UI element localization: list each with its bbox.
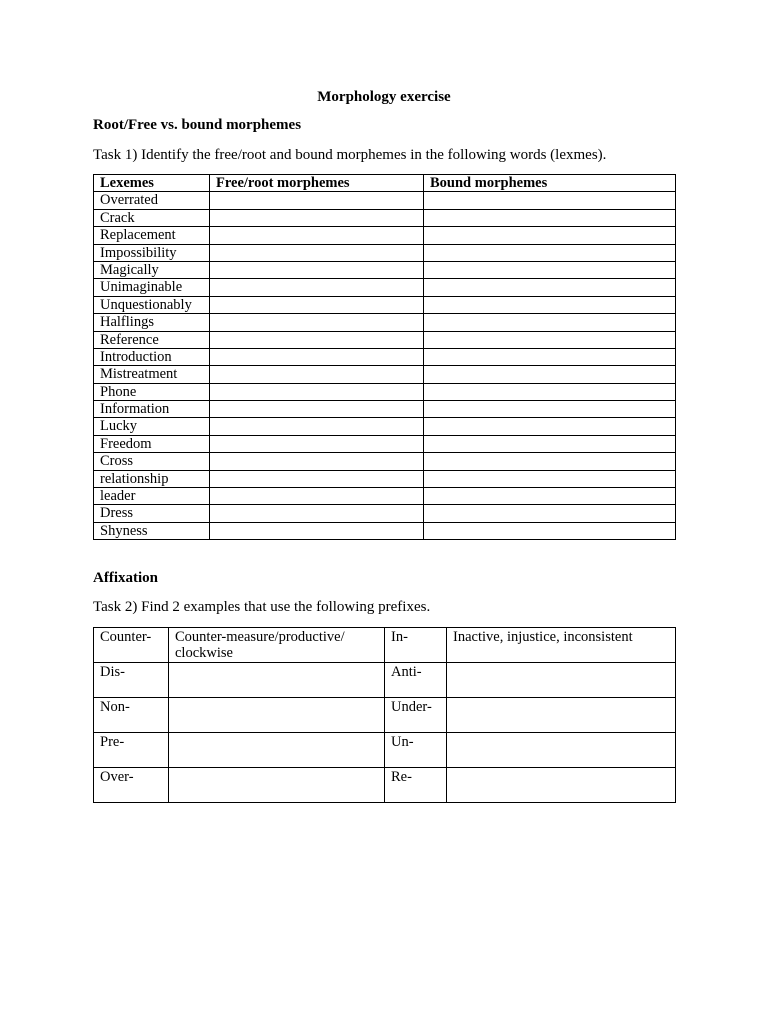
lexeme-cell: Halflings [94, 314, 210, 331]
table-row [94, 663, 676, 698]
prefix-cell: In- [385, 628, 447, 663]
lexeme-cell: Freedom [94, 435, 210, 452]
example-cell[interactable]: Inactive, injustice, inconsistent [447, 628, 676, 663]
lexeme-cell: Reference [94, 331, 210, 348]
table-row [94, 768, 676, 803]
example-cell[interactable]: Counter-measure/productive/ clockwise [169, 628, 385, 663]
prefix-cell: Non- [94, 698, 169, 733]
table-row [94, 383, 676, 400]
free-root-answer-cell[interactable] [210, 209, 424, 226]
table-header-row [94, 175, 676, 192]
lexeme-cell: Information [94, 401, 210, 418]
bound-answer-cell[interactable] [424, 470, 676, 487]
bound-answer-cell[interactable] [424, 435, 676, 452]
table-row [94, 296, 676, 313]
free-root-answer-cell[interactable] [210, 470, 424, 487]
lexeme-cell: relationship [94, 470, 210, 487]
lexeme-cell: Replacement [94, 227, 210, 244]
bound-answer-cell[interactable] [424, 453, 676, 470]
free-root-answer-cell[interactable] [210, 279, 424, 296]
prefix-cell: Anti- [385, 663, 447, 698]
bound-answer-cell[interactable] [424, 348, 676, 365]
bound-answer-cell[interactable] [424, 209, 676, 226]
free-root-answer-cell[interactable] [210, 488, 424, 505]
example-cell[interactable] [447, 768, 676, 803]
prefix-cell: Pre- [94, 733, 169, 768]
free-root-answer-cell[interactable] [210, 418, 424, 435]
section-heading-morphemes: Root/Free vs. bound morphemes [93, 117, 302, 133]
example-cell[interactable] [447, 733, 676, 768]
table-row [94, 418, 676, 435]
free-root-answer-cell[interactable] [210, 401, 424, 418]
column-header-bound: Bound morphemes [424, 175, 676, 192]
prefix-cell: Over- [94, 768, 169, 803]
lexeme-cell: Mistreatment [94, 366, 210, 383]
bound-answer-cell[interactable] [424, 505, 676, 522]
table-row [94, 505, 676, 522]
table-row [94, 733, 676, 768]
bound-answer-cell[interactable] [424, 401, 676, 418]
lexemes-table [93, 174, 676, 540]
table-row [94, 331, 676, 348]
bound-answer-cell[interactable] [424, 522, 676, 539]
lexeme-cell: Unimaginable [94, 279, 210, 296]
free-root-answer-cell[interactable] [210, 348, 424, 365]
table-row [94, 192, 676, 209]
free-root-answer-cell[interactable] [210, 261, 424, 278]
free-root-answer-cell[interactable] [210, 314, 424, 331]
lexeme-cell: leader [94, 488, 210, 505]
example-cell[interactable] [169, 733, 385, 768]
lexeme-cell: Lucky [94, 418, 210, 435]
table-row [94, 435, 676, 452]
table-row [94, 401, 676, 418]
prefix-cell: Dis- [94, 663, 169, 698]
table-row [94, 261, 676, 278]
bound-answer-cell[interactable] [424, 383, 676, 400]
lexeme-cell: Impossibility [94, 244, 210, 261]
lexeme-cell: Overrated [94, 192, 210, 209]
column-header-lexemes: Lexemes [94, 175, 210, 192]
lexeme-cell: Introduction [94, 348, 210, 365]
free-root-answer-cell[interactable] [210, 383, 424, 400]
bound-answer-cell[interactable] [424, 488, 676, 505]
bound-answer-cell[interactable] [424, 296, 676, 313]
free-root-answer-cell[interactable] [210, 192, 424, 209]
prefix-cell: Under- [385, 698, 447, 733]
page-title: Morphology exercise [317, 89, 451, 105]
lexeme-cell: Phone [94, 383, 210, 400]
bound-answer-cell[interactable] [424, 279, 676, 296]
free-root-answer-cell[interactable] [210, 227, 424, 244]
table-row [94, 698, 676, 733]
example-cell[interactable] [169, 663, 385, 698]
table-row [94, 227, 676, 244]
free-root-answer-cell[interactable] [210, 296, 424, 313]
lexeme-cell: Shyness [94, 522, 210, 539]
section-heading-affixation: Affixation [93, 570, 158, 586]
free-root-answer-cell[interactable] [210, 331, 424, 348]
table-row [94, 279, 676, 296]
bound-answer-cell[interactable] [424, 331, 676, 348]
example-cell[interactable] [447, 698, 676, 733]
bound-answer-cell[interactable] [424, 244, 676, 261]
table-row [94, 366, 676, 383]
table-row [94, 522, 676, 539]
free-root-answer-cell[interactable] [210, 453, 424, 470]
free-root-answer-cell[interactable] [210, 522, 424, 539]
prefix-cell: Un- [385, 733, 447, 768]
prefixes-table [93, 627, 676, 803]
task2-instruction: Task 2) Find 2 examples that use the following prefixes. [93, 599, 431, 615]
bound-answer-cell[interactable] [424, 227, 676, 244]
prefix-cell: Counter- [94, 628, 169, 663]
lexeme-cell: Dress [94, 505, 210, 522]
column-header-free-root: Free/root morphemes [210, 175, 424, 192]
bound-answer-cell[interactable] [424, 261, 676, 278]
table-row [94, 488, 676, 505]
bound-answer-cell[interactable] [424, 314, 676, 331]
free-root-answer-cell[interactable] [210, 366, 424, 383]
lexeme-cell: Cross [94, 453, 210, 470]
bound-answer-cell[interactable] [424, 366, 676, 383]
table-row [94, 209, 676, 226]
lexeme-cell: Magically [94, 261, 210, 278]
lexeme-cell: Crack [94, 209, 210, 226]
table-row [94, 348, 676, 365]
lexeme-cell: Unquestionably [94, 296, 210, 313]
free-root-answer-cell[interactable] [210, 244, 424, 261]
example-cell[interactable] [169, 698, 385, 733]
free-root-answer-cell[interactable] [210, 435, 424, 452]
task1-instruction: Task 1) Identify the free/root and bound morphemes in the following words (lexmes). [93, 147, 607, 163]
free-root-answer-cell[interactable] [210, 505, 424, 522]
table-row [94, 470, 676, 487]
example-cell[interactable] [447, 663, 676, 698]
bound-answer-cell[interactable] [424, 192, 676, 209]
lexemes-table-body [94, 192, 676, 540]
example-cell[interactable] [169, 768, 385, 803]
prefixes-table-body [94, 628, 676, 803]
prefix-cell: Re- [385, 768, 447, 803]
bound-answer-cell[interactable] [424, 418, 676, 435]
table-row [94, 314, 676, 331]
table-row [94, 244, 676, 261]
table-row [94, 628, 676, 663]
table-row [94, 453, 676, 470]
